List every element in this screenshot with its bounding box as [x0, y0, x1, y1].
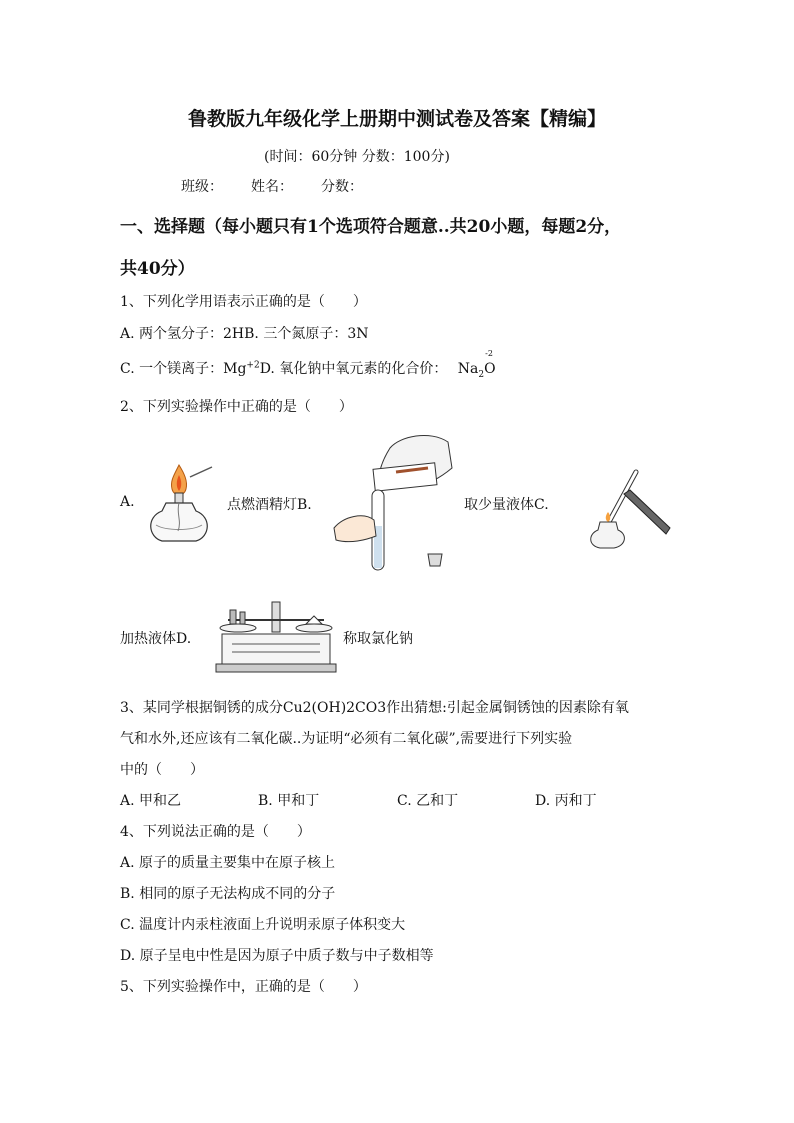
q3-option-d: D. 丙和丁 [535, 793, 597, 809]
q3-options [120, 790, 597, 810]
q4-option-a: A. 原子的质量主要集中在原子核上 [120, 855, 336, 871]
q2-option-c-text: 加热液体D. [120, 631, 192, 647]
q3-line2: 气和水外,还应该有二氧化碳..为证明“必须有二氧化碳”,需要进行下列实验 [120, 731, 573, 747]
q2-option-a-label: A. [120, 494, 135, 510]
student-info-line [181, 176, 391, 196]
formula-o-symbol: O [484, 361, 496, 377]
q1-options-ab: A. 两个氢分子：2HB. 三个氮原子：3N [120, 326, 369, 342]
pouring-liquid-figure [330, 428, 460, 578]
formula-o [484, 349, 496, 377]
name-label: 姓名： [251, 179, 293, 195]
q1-stem: 1、下列化学用语表示正确的是（ ） [120, 294, 367, 310]
q4-option-b: B. 相同的原子无法构成不同的分子 [120, 886, 336, 902]
balance-scale-figure [212, 598, 340, 678]
q3-option-a: A. 甲和乙 [120, 793, 182, 809]
formula-sub-2: 2 [478, 369, 485, 380]
q3-option-c: C. 乙和丁 [397, 793, 459, 809]
q2-stem: 2、下列实验操作中正确的是（ ） [120, 399, 353, 415]
q4-option-d: D. 原子呈电中性是因为原子中质子数与中子数相等 [120, 948, 434, 964]
q1-option-c-text: C. 一个镁离子：Mg [120, 361, 247, 377]
exam-time-score: (时间：60分钟 分数：100分) [264, 149, 450, 165]
class-label: 班级： [181, 179, 223, 195]
q2-option-a-text: 点燃酒精灯B. [227, 497, 312, 513]
q1-option-d-text: D. 氧化钠中氧元素的化合价： [259, 361, 448, 377]
alcohol-lamp-figure [146, 455, 216, 550]
q2-option-d-text: 称取氯化钠 [343, 631, 413, 647]
section-heading-line1: 一、选择题（每小题只有1个选项符合题意..共20小题，每题2分， [120, 217, 622, 237]
mg-charge: +2 [246, 360, 260, 371]
formula-valence: -2 [485, 349, 493, 358]
q4-stem: 4、下列说法正确的是（ ） [120, 824, 311, 840]
q2-option-b-text: 取少量液体C. [464, 497, 549, 513]
heating-liquid-figure [574, 460, 674, 555]
na2o-formula [457, 349, 496, 380]
q3-line1: 3、某同学根据铜锈的成分Cu2(OH)2CO3作出猜想:引起金属铜锈蚀的因素除有氧 [120, 700, 629, 716]
section-heading-line2: 共40分） [120, 259, 195, 279]
q4-option-c: C. 温度计内汞柱液面上升说明汞原子体积变大 [120, 917, 406, 933]
q3-line3: 中的（ ） [120, 762, 204, 778]
page-title: 鲁教版九年级化学上册期中测试卷及答案【精编】 [187, 108, 606, 130]
score-label: 分数： [321, 179, 363, 195]
q5-stem: 5、下列实验操作中，正确的是（ ） [120, 979, 367, 995]
q3-option-b: B. 甲和丁 [258, 793, 320, 809]
formula-na: Na [457, 361, 479, 377]
q1-options-cd [120, 349, 496, 380]
